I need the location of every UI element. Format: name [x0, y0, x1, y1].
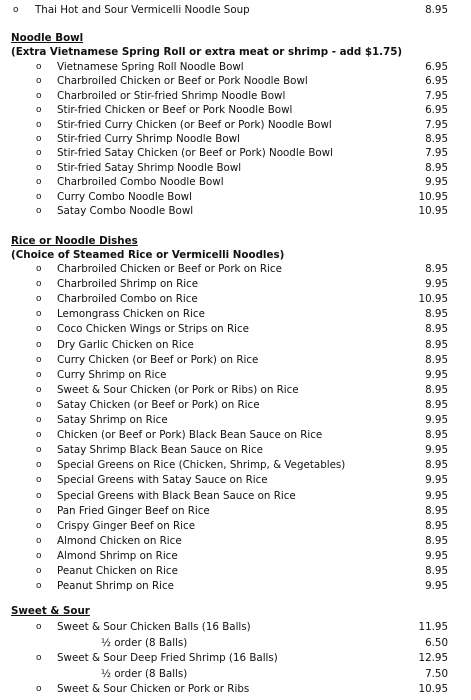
section-note-noodle-bowl: (Extra Vietnamese Spring Roll or extra meat or shrimp - add $1.75)	[11, 46, 403, 58]
item-name: Charbroiled Combo Noodle Bowl	[57, 176, 224, 189]
item-price: 9.95	[425, 580, 448, 593]
item-price: 7.95	[425, 89, 448, 102]
bullet: o	[36, 339, 42, 350]
item-name: Satay Chicken (or Beef or Pork) on Rice	[57, 398, 260, 411]
bullet: o	[36, 324, 42, 335]
bullet: o	[36, 177, 42, 188]
bullet: o	[36, 90, 42, 101]
menu-item	[0, 681, 471, 698]
item-price: 8.95	[425, 398, 448, 411]
item-price: 8.95	[425, 161, 448, 174]
bullet: o	[36, 445, 42, 456]
bullet: o	[36, 162, 42, 173]
bullet: o	[36, 415, 42, 425]
item-price: 9.95	[425, 444, 448, 457]
item-price: 8.95	[425, 4, 448, 16]
item-name: Stir-fried Curry Shrimp Noodle Bowl	[57, 133, 240, 145]
item-name: Satay Combo Noodle Bowl	[57, 205, 194, 217]
bullet: o	[36, 475, 42, 486]
item-name: Lemongrass Chicken on Rice	[57, 308, 205, 321]
item-price: 10.95	[418, 293, 448, 306]
item-price: 8.95	[425, 383, 448, 396]
item-name: Sweet & Sour Chicken (or Pork or Ribs) on Rice	[57, 383, 299, 396]
bullet: o	[36, 105, 42, 116]
item-name: Almond Chicken on Rice	[57, 534, 182, 547]
bullet: o	[36, 134, 42, 144]
item-price: 7.50	[425, 667, 448, 680]
item-price: 9.95	[425, 176, 448, 189]
item-price: 6.50	[425, 636, 448, 649]
item-name: Special Greens with Satay Sauce on Rice	[57, 474, 268, 487]
menu-item	[0, 650, 471, 667]
item-name: Stir-fried Satay Chicken (or Beef or Pork) Noodle Bowl	[57, 147, 333, 160]
item-price: 8.95	[425, 504, 448, 517]
menu-item	[0, 666, 471, 683]
item-name: Satay Shrimp on Rice	[57, 414, 168, 426]
bullet: o	[36, 460, 42, 471]
item-name: Stir-fried Curry Chicken (or Beef or Pork) Noodle Bowl	[57, 118, 332, 131]
item-name: Almond Shrimp on Rice	[57, 549, 178, 562]
bullet: o	[36, 354, 42, 365]
menu-item-top	[0, 2, 471, 19]
item-price: 8.95	[425, 133, 448, 145]
bullet: o	[36, 148, 42, 159]
bullet: o	[36, 566, 42, 576]
item-price: 8.95	[425, 263, 448, 275]
item-price: 8.95	[425, 308, 448, 321]
item-name: Stir-fried Satay Shrimp Noodle Bowl	[57, 161, 242, 174]
bullet: o	[36, 206, 42, 216]
item-price: 6.95	[425, 104, 448, 117]
bullet: o	[36, 384, 42, 395]
bullet: o	[36, 505, 42, 516]
item-name: ½ order (8 Balls)	[101, 636, 188, 649]
item-name: Special Greens with Black Bean Sauce on Rice	[57, 489, 296, 502]
item-name: Charbroiled Chicken or Beef or Pork on Rice	[57, 263, 282, 275]
bullet: o	[36, 369, 42, 380]
bullet: o	[36, 653, 42, 664]
bullet: o	[36, 399, 42, 410]
item-name: Sweet & Sour Deep Fried Shrimp (16 Balls)	[57, 652, 278, 665]
item-name: Dry Garlic Chicken on Rice	[57, 338, 194, 351]
item-price: 10.95	[418, 683, 448, 696]
bullet: o	[36, 191, 42, 202]
item-name: Thai Hot and Sour Vermicelli Noodle Soup	[35, 4, 250, 16]
item-name: Satay Shrimp Black Bean Sauce on Rice	[57, 444, 263, 457]
bullet: o	[36, 62, 42, 72]
bullet: o	[36, 430, 42, 441]
item-name: Charbroiled Chicken or Beef or Pork Noodle Bowl	[57, 75, 308, 88]
bullet: o	[13, 5, 19, 15]
item-name: Sweet & Sour Chicken Balls (16 Balls)	[57, 621, 251, 633]
bullet: o	[36, 119, 42, 130]
bullet: o	[36, 550, 42, 561]
bullet: o	[36, 535, 42, 546]
item-price: 7.95	[425, 147, 448, 160]
item-price: 9.95	[425, 549, 448, 562]
item-price: 8.95	[425, 459, 448, 472]
item-price: 6.95	[425, 75, 448, 88]
item-name: Curry Combo Noodle Bowl	[57, 190, 192, 203]
item-price: 8.95	[425, 323, 448, 336]
bullet: o	[36, 684, 42, 695]
item-price: 10.95	[418, 205, 448, 217]
item-price: 9.95	[425, 368, 448, 381]
item-name: Vietnamese Spring Roll Noodle Bowl	[57, 61, 244, 73]
bullet: o	[36, 581, 42, 592]
item-price: 6.95	[425, 61, 448, 73]
section-note-rice-noodle: (Choice of Steamed Rice or Vermicelli Noodles)	[11, 249, 285, 261]
item-name: Peanut Shrimp on Rice	[57, 580, 174, 593]
item-name: ½ order (8 Balls)	[101, 667, 188, 680]
menu-item	[0, 578, 471, 595]
menu-item	[0, 203, 471, 220]
item-price: 9.95	[425, 278, 448, 291]
item-price: 8.95	[425, 534, 448, 547]
section-heading-sweet-sour: Sweet & Sour	[11, 605, 90, 617]
item-name: Charbroiled or Stir-fried Shrimp Noodle Bowl	[57, 89, 286, 102]
section-heading-noodle-bowl: Noodle Bowl	[11, 32, 84, 44]
item-price: 12.95	[418, 652, 448, 665]
item-name: Sweet & Sour Chicken or Pork or Ribs	[57, 683, 250, 696]
item-price: 7.95	[425, 118, 448, 131]
bullet: o	[36, 76, 42, 87]
item-name: Peanut Chicken on Rice	[57, 565, 178, 577]
item-price: 9.95	[425, 474, 448, 487]
bullet: o	[36, 264, 42, 274]
item-name: Curry Shrimp on Rice	[57, 368, 167, 381]
item-name: Coco Chicken Wings or Strips on Rice	[57, 323, 249, 336]
item-price: 9.95	[425, 489, 448, 502]
item-price: 10.95	[418, 190, 448, 203]
item-name: Special Greens on Rice (Chicken, Shrimp, & Vegetables)	[57, 459, 346, 472]
bullet: o	[36, 520, 42, 531]
menu-item	[0, 635, 471, 652]
item-name: Crispy Ginger Beef on Rice	[57, 519, 196, 532]
bullet: o	[36, 279, 42, 290]
item-price: 8.95	[425, 338, 448, 351]
item-price: 9.95	[425, 414, 448, 426]
item-price: 8.95	[425, 565, 448, 577]
item-price: 11.95	[418, 621, 448, 633]
bullet: o	[36, 622, 42, 632]
bullet: o	[36, 490, 42, 501]
item-name: Charbroiled Combo on Rice	[57, 293, 198, 306]
section-heading-rice-noodle: Rice or Noodle Dishes	[11, 235, 138, 247]
bullet: o	[36, 294, 42, 305]
item-price: 8.95	[425, 429, 448, 442]
item-name: Chicken (or Beef or Pork) Black Bean Sauce on Rice	[57, 429, 323, 442]
item-name: Stir-fried Chicken or Beef or Pork Noodle Bowl	[57, 104, 293, 117]
item-name: Curry Chicken (or Beef or Pork) on Rice	[57, 353, 259, 366]
item-price: 8.95	[425, 519, 448, 532]
item-price: 8.95	[425, 353, 448, 366]
item-name: Pan Fried Ginger Beef on Rice	[57, 504, 210, 517]
bullet: o	[36, 309, 42, 320]
menu-item	[0, 619, 471, 636]
item-name: Charbroiled Shrimp on Rice	[57, 278, 199, 291]
